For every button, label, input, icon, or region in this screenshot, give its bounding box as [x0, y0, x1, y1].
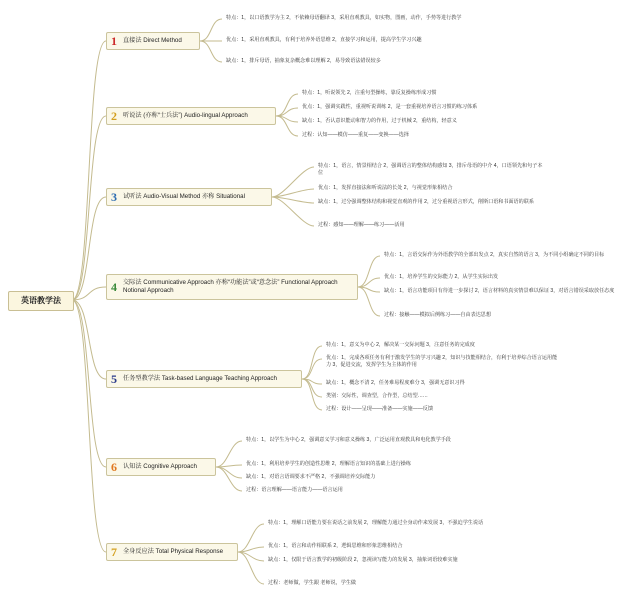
branch-number: 7 [111, 545, 117, 559]
branch-detail-connector [272, 189, 314, 197]
detail-advantages: 优点：1，利用培养学生的创造性思维 2，理解语言知识的基础上进行操练 [246, 461, 411, 467]
detail-advantages: 优点：1，培养学生的交际能力 2，从学生实际出发 [384, 274, 499, 280]
detail-features: 特点：1，听说领先 2，注重句型操练，靠反复操练形成习惯 [302, 90, 437, 96]
branch-detail-connector [272, 197, 314, 226]
detail-advantages: 优点：1，语言和动作相联系 2，逻辑思维和形象思维相结合 [268, 543, 403, 549]
branch-detail-connector [216, 467, 242, 491]
branch-number: 2 [111, 109, 117, 123]
detail-features: 特点：1，以学生为中心 2，强调意义学习和意义操练 3，广泛运用直观教具和电化教学手段 [246, 437, 451, 443]
detail-disadvantages: 缺点：1，仅限于语言教学的初级阶段 2，忽视读写能力的发展 3，抽象词语较难实施 [268, 557, 458, 563]
branch-detail-connector [216, 467, 242, 478]
root-branch-connector [72, 116, 106, 300]
root-branch-connector [72, 41, 106, 300]
branch-detail-connector [216, 441, 242, 467]
branch-title: 交际法 Communicative Approach 亦称“功能法”或“意念法” Functional Approach Notional Approach [123, 278, 338, 294]
detail-process: 过程：老师做，学生跟 老师说，学生做 [268, 580, 357, 586]
branch-detail-connector [238, 524, 264, 552]
detail-advantages: 优点：1，发挥直接法和听说法的长处 2，与视觉形象相结合 [318, 185, 453, 191]
branch-audio-lingual[interactable] [106, 107, 276, 125]
detail-disadvantages: 缺点：1，语言功能项目有待进一步探讨 2，语言材料的真实情景难以保证 3，对语言错误采取放任态度 [384, 288, 615, 294]
detail-features: 特点：1，理解口语能力要在说话之前发展 2，理解能力通过全身动作来发展 3，不强迫学生说话 [268, 520, 484, 526]
branch-detail-connector [200, 41, 222, 62]
detail-advantages: 优点：1，采用直观教具，有利于培养外语思维 2，直接学习和运用，提高学生学习兴趣 [226, 37, 422, 43]
branch-title: 试听法 Audio-Visual Method 亦称 Situational [123, 192, 245, 200]
detail-disadvantages: 缺点：1，过分强调整体结构和视觉直观的作用 2，过分重视语言形式，削斯口语和书面语的联系 [318, 199, 534, 205]
branch-number: 5 [111, 372, 117, 386]
branch-detail-connector [200, 19, 222, 41]
branch-number: 1 [111, 34, 117, 48]
root-branch-connector [72, 300, 106, 379]
detail-advantages: 优点：1，强调实践性，重视听说训练 2，是一套重视培养语言习惯的练习体系 [302, 104, 478, 110]
branch-cognitive[interactable] [106, 458, 216, 476]
detail-process: 过程：语言理解——语言能力——语言运用 [246, 487, 343, 493]
detail-process: 过程：设计——呈现——准备——实施——反馈 [326, 406, 433, 412]
branch-number: 4 [111, 280, 117, 294]
branch-title: 任务型教学法 Task-based Language Teaching Approach [123, 374, 277, 382]
branch-communicative[interactable] [106, 274, 358, 300]
detail-disadvantages: 缺点：1，对语言语调要求不严格 2，不强调培养交际能力 [246, 474, 376, 480]
detail-disadvantages: 缺点：1，否认意识能动和智力的作用，过于机械 2，重结构，轻意义 [302, 118, 457, 124]
detail-categories: 类别：交际性，调查型，合作型，总结型…… [326, 393, 428, 399]
branch-title: 全身反应法 Total Physical Response [123, 547, 224, 555]
branch-number: 6 [111, 460, 117, 474]
detail-features: 特点：1，言语交际作为外语教学的全部出发点 2，真实自然的语言 3，为不同小组确定不同的目标 [384, 252, 605, 258]
detail-process: 过程：接触——模拟后例练习——自由表达思想 [384, 312, 491, 318]
branch-audio-visual[interactable] [106, 188, 272, 206]
root-topic[interactable]: 英语教学法 [8, 291, 74, 311]
branch-direct-method[interactable] [106, 32, 200, 50]
branch-task-based[interactable] [106, 370, 302, 388]
detail-features: 特点：1，以口语教学为主 2，不依赖母语翻译 3，采用直观教具，如实物，图画，动作，手势等进行教学 [226, 15, 462, 21]
branch-detail-connector [276, 94, 298, 116]
detail-features: 特点：1，语言，情景相结合 2，强调语言的整体结构感知 3，排斥母语的中介 4，口语领先和句子本位 [318, 163, 543, 177]
detail-disadvantages: 缺点：1，排斥母语，抽象复杂概念难以理解 2，易导致语法错误较多 [226, 58, 381, 64]
detail-process: 过程：认知——模仿——重复——变换——选择 [302, 132, 409, 138]
branch-detail-connector [272, 197, 314, 203]
detail-disadvantages: 缺点：1，概念不清 2，任务难易程度难分 3，强调无意识习得 [326, 380, 465, 386]
detail-advantages: 优点：1，完成各项任务有利于激发学生的学习兴趣 2，知识与技能相结合，有利于培养综合语言运用能力 3，促进交流，发挥学生为主体的作用 [326, 355, 558, 369]
branch-title: 直接法 Direct Method [123, 36, 182, 44]
branch-title: 认知法 Cognitive Approach [123, 462, 197, 470]
detail-features: 特点：1，意义为中心 2，解决某一交际问题 3，注意任务的完成度 [326, 342, 475, 348]
branch-total-physical-response[interactable] [106, 543, 238, 561]
detail-process: 过程：感知——理解——练习——活用 [318, 222, 405, 228]
branch-detail-connector [302, 346, 322, 379]
branch-number: 3 [111, 190, 117, 204]
root-branch-connector [72, 300, 106, 467]
branch-title: 听说法 (亦称“士兵法”) Audio-lingual Approach [123, 111, 248, 119]
branch-detail-connector [238, 547, 264, 552]
